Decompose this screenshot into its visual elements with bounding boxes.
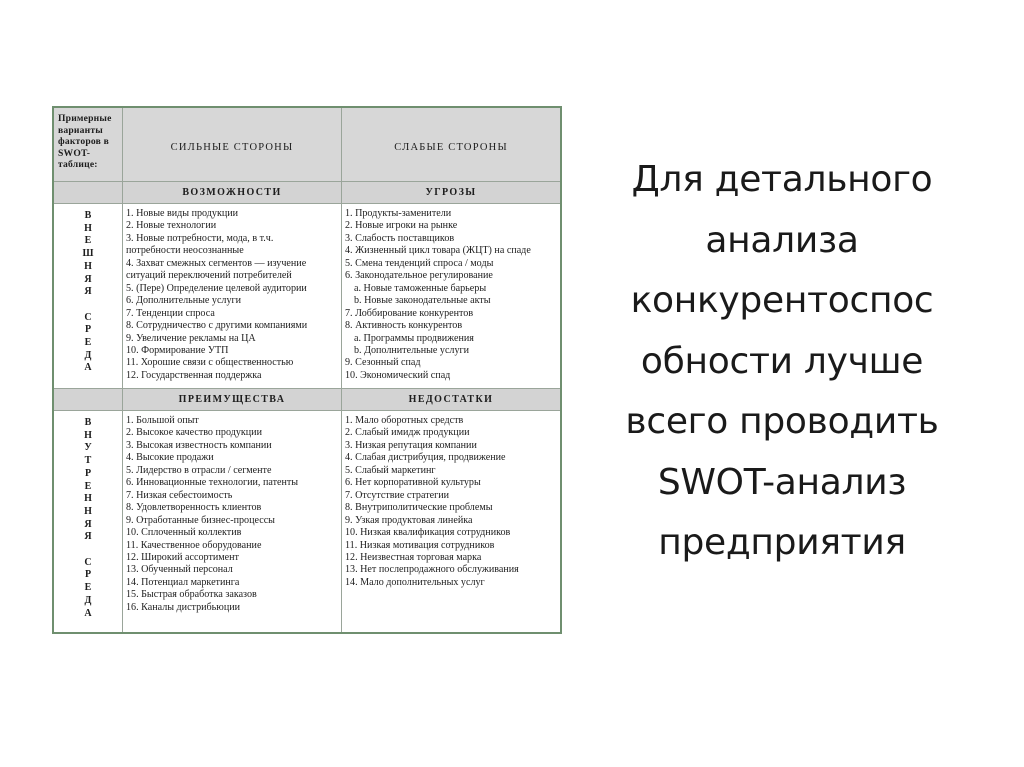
external-environment-label: [54, 204, 123, 389]
vertical-letter: Е: [84, 235, 92, 247]
headline-line: конкурентоспос: [630, 280, 934, 321]
vertical-letter: Е: [84, 337, 92, 349]
headline-line: предприятия: [658, 522, 906, 563]
vertical-letter: С: [84, 556, 92, 568]
list-item: 5. (Пере) Определение целевой аудитории: [126, 282, 307, 294]
list-item: b. Новые законодательные акты: [354, 295, 491, 307]
list-item: 9. Отработанные бизнес-процессы: [126, 514, 275, 526]
list-item: 13. Нет послепродажного обслуживания: [345, 564, 519, 576]
vertical-letter: Р: [84, 569, 92, 581]
list-item: 4. Слабая дистрибуция, продвижение: [345, 452, 506, 464]
list-item: 7. Низкая себестоимость: [126, 489, 233, 501]
vertical-letter: Я: [84, 531, 92, 543]
disadvantages-header: НЕДОСТАТКИ: [342, 389, 560, 411]
headline-line: всего проводить: [625, 401, 939, 442]
subheader-blank-internal: [54, 389, 123, 411]
vertical-letter: Д: [84, 594, 92, 606]
list-item: 2. Новые технологии: [126, 220, 217, 232]
headline-line: обности лучше: [640, 340, 924, 382]
strengths-header: СИЛЬНЫЕ СТОРОНЫ: [123, 108, 342, 182]
vertical-letter: Е: [84, 582, 92, 594]
corner-line: варианты: [58, 124, 103, 136]
list-item: 8. Удовлетворенность клиентов: [126, 502, 262, 514]
vertical-letter: Я: [84, 518, 92, 530]
vertical-letter: А: [84, 362, 92, 374]
weaknesses-header: СЛАБЫЕ СТОРОНЫ: [342, 108, 560, 182]
list-item: 12. Государственная поддержка: [126, 369, 262, 381]
list-item: 8. Внутриполитические проблемы: [345, 502, 493, 514]
list-item: 5. Смена тенденций спроса / моды: [345, 257, 494, 269]
list-item: ситуаций переключений потребителей: [126, 270, 292, 282]
vertical-letter: Н: [84, 429, 92, 441]
vertical-letter: Я: [84, 273, 92, 285]
vertical-letter: Р: [84, 324, 92, 336]
list-item: 11. Хорошие связи с общественностью: [126, 357, 294, 369]
list-item: 4. Жизненный цикл товара (ЖЦТ) на спаде: [345, 245, 531, 257]
list-item: 11. Низкая мотивация сотрудников: [345, 539, 495, 551]
list-item: 1. Продукты-заменители: [345, 208, 452, 219]
list-item: a. Новые таможенные барьеры: [354, 282, 487, 294]
vertical-letter: Н: [84, 260, 92, 272]
vertical-letter: Я: [84, 286, 92, 298]
vertical-letter: А: [84, 607, 92, 619]
list-item: 9. Сезонный спад: [345, 357, 421, 369]
corner-line: Примерные: [58, 113, 112, 124]
list-item: 2. Новые игроки на рынке: [345, 220, 458, 232]
list-item: 6. Нет корпоративной культуры: [345, 477, 481, 489]
list-item: 4. Захват смежных сегментов — изучение: [126, 257, 307, 269]
vertical-letter: У: [84, 442, 92, 454]
list-item: 13. Обученный персонал: [126, 564, 233, 576]
corner-line: факторов в: [58, 136, 109, 148]
headline-line: анализа: [705, 219, 859, 261]
list-item: 6. Законодательное регулирование: [345, 270, 493, 282]
vertical-letter: Н: [84, 222, 92, 234]
vertical-letter: Р: [84, 467, 92, 479]
list-item: 16. Каналы дистрибьюции: [126, 601, 241, 613]
list-item: 7. Лоббирование конкурентов: [345, 307, 474, 319]
slide-headline: [582, 150, 982, 574]
corner-line: таблице:: [58, 159, 98, 171]
vertical-letter: Ш: [82, 248, 94, 260]
list-item: 9. Узкая продуктовая линейка: [345, 514, 473, 526]
list-item: 10. Сплоченный коллектив: [126, 527, 242, 539]
threats-list: [342, 204, 560, 389]
list-item: 2. Слабый имидж продукции: [345, 427, 470, 439]
subheader-blank-external: [54, 182, 123, 204]
list-item: 5. Лидерство в отрасли / сегменте: [126, 464, 272, 476]
vertical-letter: С: [84, 311, 92, 323]
opportunities-header: ВОЗМОЖНОСТИ: [123, 182, 342, 204]
vertical-letter: Т: [84, 455, 92, 467]
list-item: 8. Сотрудничество с другими компаниями: [126, 320, 308, 332]
list-item: 2. Высокое качество продукции: [126, 427, 262, 439]
advantages-header: ПРЕИМУЩЕСТВА: [123, 389, 342, 411]
vertical-letter: Е: [84, 480, 92, 492]
list-item: 6. Инновационные технологии, патенты: [126, 477, 299, 489]
list-item: 15. Быстрая обработка заказов: [126, 589, 257, 601]
headline-line: Для детального: [631, 159, 933, 200]
advantages-list: [123, 411, 342, 632]
list-item: 12. Неизвестная торговая марка: [345, 551, 482, 563]
list-item: 9. Увеличение рекламы на ЦА: [126, 332, 256, 344]
swot-table: [52, 106, 562, 634]
list-item: 7. Тенденции спроса: [126, 307, 215, 319]
list-item: 6. Дополнительные услуги: [126, 295, 242, 307]
list-item: 8. Активность конкурентов: [345, 320, 463, 332]
list-item: 14. Мало дополнительных услуг: [345, 576, 485, 588]
list-item: 3. Слабость поставщиков: [345, 232, 455, 244]
list-item: 7. Отсутствие стратегии: [345, 489, 450, 501]
internal-environment-label: [54, 411, 123, 632]
list-item: 1. Новые виды продукции: [126, 208, 239, 219]
list-item: 4. Высокие продажи: [126, 452, 214, 464]
table-corner-header: [54, 108, 123, 182]
list-item: 3. Высокая известность компании: [126, 439, 272, 451]
list-item: 14. Потенциал маркетинга: [126, 576, 240, 588]
vertical-letter: В: [84, 417, 92, 428]
opportunities-list: [123, 204, 342, 389]
headline-line: SWOT-анализ: [657, 461, 907, 503]
list-item: 5. Слабый маркетинг: [345, 464, 436, 476]
list-item: 3. Низкая репутация компании: [345, 439, 477, 451]
list-item: потребности неосознанные: [126, 245, 244, 257]
corner-line: SWOT-: [58, 147, 91, 159]
list-item: 10. Экономический спад: [345, 369, 451, 381]
threats-header: УГРОЗЫ: [342, 182, 560, 204]
vertical-letter: Д: [84, 349, 92, 361]
list-item: 1. Большой опыт: [126, 415, 199, 426]
list-item: 1. Мало оборотных средств: [345, 415, 464, 426]
vertical-letter: Н: [84, 505, 92, 517]
list-item: b. Дополнительные услуги: [354, 344, 470, 356]
list-item: 3. Новые потребности, мода, в т.ч.: [126, 232, 274, 244]
list-item: 10. Формирование УТП: [126, 344, 229, 356]
disadvantages-list: [342, 411, 560, 632]
vertical-letter: Н: [84, 493, 92, 505]
vertical-letter: В: [84, 210, 92, 221]
list-item: 10. Низкая квалификация сотрудников: [345, 527, 511, 539]
list-item: a. Программы продвижения: [354, 332, 474, 344]
list-item: 12. Широкий ассортимент: [126, 551, 239, 563]
list-item: 11. Качественное оборудование: [126, 539, 262, 551]
